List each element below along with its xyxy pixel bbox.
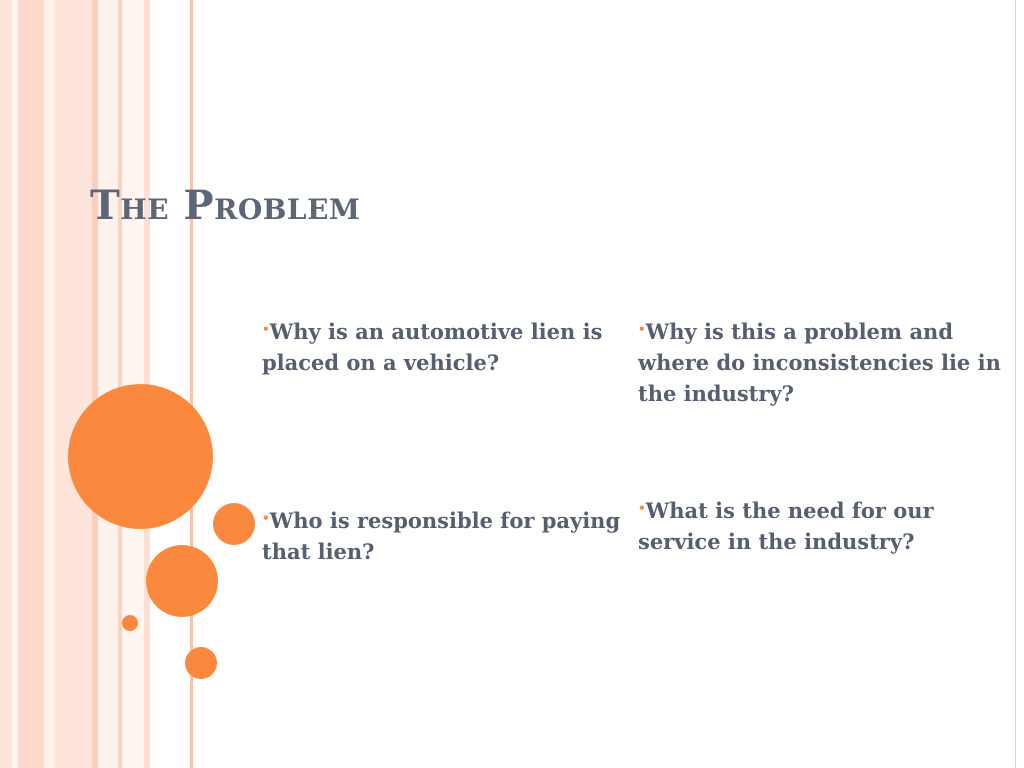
bullet-item — [638, 493, 1022, 557]
decorative-circle-small — [185, 647, 217, 679]
decorative-circle-medium — [146, 545, 218, 617]
bullet-dot-icon: • — [638, 501, 646, 515]
bullet-item — [262, 503, 632, 567]
decorative-stripe — [18, 0, 44, 768]
decorative-stripe — [54, 0, 92, 768]
decorative-circle-small — [213, 503, 255, 545]
bullet-item — [262, 314, 632, 378]
decorative-circle-tiny — [122, 615, 138, 631]
decorative-stripe — [98, 0, 118, 768]
decorative-circle-large — [68, 384, 213, 529]
decorative-stripe — [0, 0, 12, 768]
bullet-dot-icon: • — [262, 511, 270, 525]
bullet-text: Why is this a problem and where do inconsistencies lie in the industry? — [638, 319, 1001, 406]
bullet-item — [638, 314, 1022, 409]
slide-title: The Problem — [90, 182, 361, 229]
bullet-text: Who is responsible for paying that lien? — [262, 508, 621, 564]
bullet-dot-icon: • — [262, 322, 270, 336]
bullet-text: Why is an automotive lien is placed on a vehicle? — [262, 319, 603, 375]
bullet-dot-icon: • — [638, 322, 646, 336]
decorative-stripe — [44, 0, 54, 768]
bullet-text: What is the need for our service in the industry? — [638, 498, 934, 554]
